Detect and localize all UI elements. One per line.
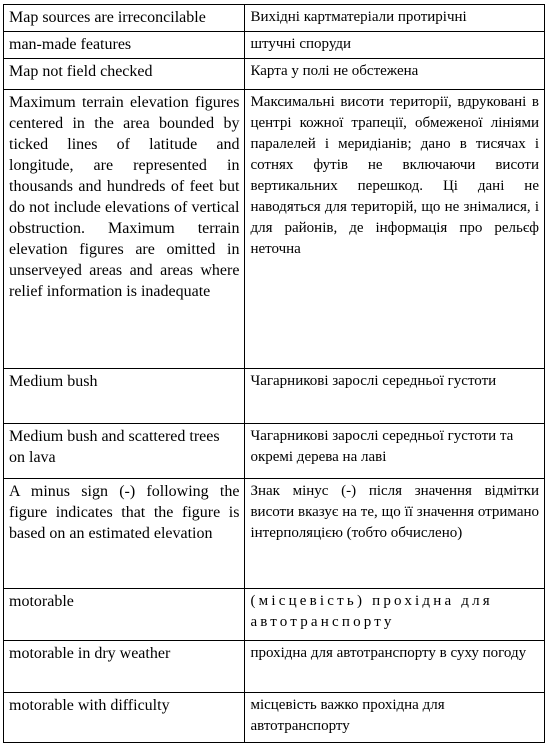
table-row bbox=[4, 589, 545, 641]
english-term: motorable with difficulty bbox=[4, 693, 245, 743]
ukrainian-translation: Чагарникові зарослі середньої густоти та окремі дерева на лаві bbox=[245, 424, 545, 479]
ukrainian-translation: штучні споруди bbox=[245, 32, 545, 59]
english-term: motorable bbox=[4, 589, 245, 641]
english-term: man-made features bbox=[4, 32, 245, 59]
table-row bbox=[4, 693, 545, 743]
table-row bbox=[4, 32, 545, 59]
english-term: Map not field checked bbox=[4, 59, 245, 90]
english-term: Medium bush bbox=[4, 369, 245, 424]
ukrainian-translation: Вихідні картматеріали протирічні bbox=[245, 5, 545, 32]
ukrainian-translation: Карта у полі не обстежена bbox=[245, 59, 545, 90]
ukrainian-translation: місцевість важко прохідна для автотранспорту bbox=[245, 693, 545, 743]
table-row bbox=[4, 641, 545, 693]
english-term: Medium bush and scattered trees on lava bbox=[4, 424, 245, 479]
table-row bbox=[4, 59, 545, 90]
english-term: A minus sign (-) following the figure indicates that the figure is based on an estimated elevation bbox=[4, 479, 245, 589]
ukrainian-translation: прохідна для автотранспорту в суху погоду bbox=[245, 641, 545, 693]
table-row bbox=[4, 5, 545, 32]
glossary-table bbox=[3, 4, 545, 743]
ukrainian-translation: (місцевість) прохідна для автотранспорту bbox=[245, 589, 545, 641]
table-row bbox=[4, 479, 545, 589]
table-row bbox=[4, 90, 545, 369]
ukrainian-translation: Знак мінус (-) після значення відмітки висоти вказує на те, що її значення отримано інтерполяцією (тобто обчислено) bbox=[245, 479, 545, 589]
table-row bbox=[4, 369, 545, 424]
english-term: Map sources are irreconcilable bbox=[4, 5, 245, 32]
english-term: Maximum terrain elevation figures centered in the area bounded by ticked lines of latitude and longitude, are represented in thousands and hundreds of feet but do not include elevations of vertical obstruction. Maximum terrain elevation figures are omitted in unserveyed areas and areas where relief information is inadequate bbox=[4, 90, 245, 369]
table-row bbox=[4, 424, 545, 479]
ukrainian-translation: Чагарникові зарослі середньої густоти bbox=[245, 369, 545, 424]
english-term: motorable in dry weather bbox=[4, 641, 245, 693]
ukrainian-translation: Максимальні висоти території, вдруковані в центрі кожної трапеції, обмеженої лініями паралелей і меридіанів; дано в тисячах і сотнях футів не включаючи висоти вертикальних перешкод. Ці дані не наводяться для територій, що не знімалися, і для районів, де інформація про рельєф неточна bbox=[245, 90, 545, 369]
